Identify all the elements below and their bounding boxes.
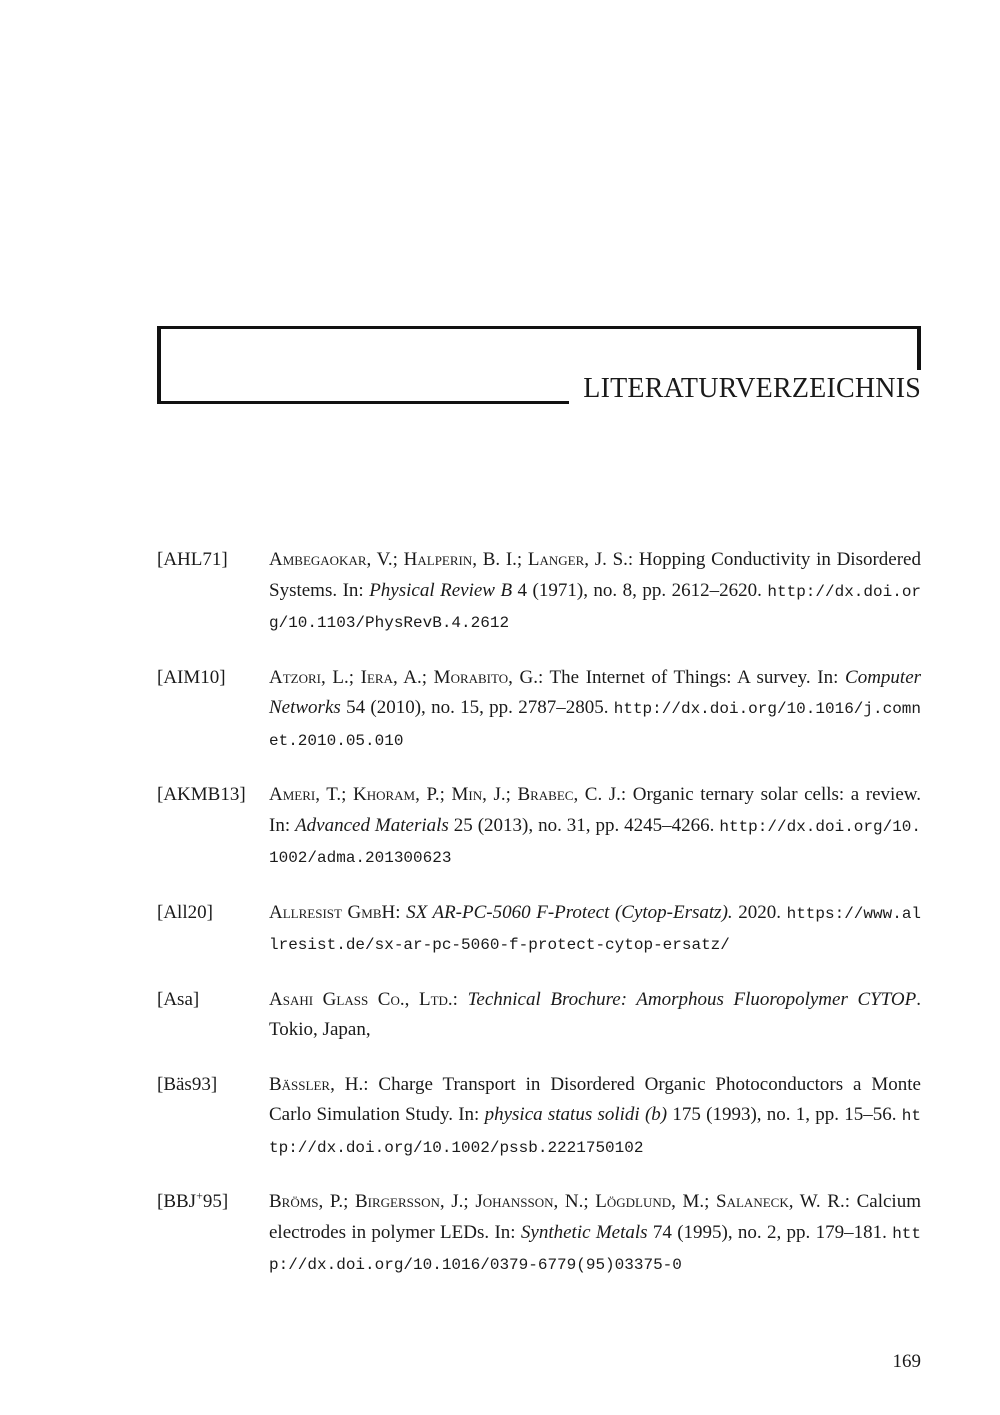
bib-entry-asa bbox=[157, 985, 921, 1046]
bib-text: 74 (1995), no. 2, pp. 179–181. bbox=[647, 1221, 893, 1243]
bib-text: Charge Transport in Disordered Organic Photoconductors a Monte Carlo Simulation Study. In: bbox=[269, 1073, 921, 1125]
frame-left-rule bbox=[157, 326, 161, 404]
bib-entry-akmb13 bbox=[157, 780, 921, 874]
bib-text: . Tokio, Japan, bbox=[269, 988, 922, 1040]
bib-text bbox=[458, 989, 468, 1010]
page-number: 169 bbox=[892, 1351, 921, 1372]
bib-key: [AIM10] bbox=[157, 666, 226, 688]
bib-authors: Allresist GmbH: bbox=[269, 901, 401, 923]
bib-url-link[interactable]: http://dx.doi.org/10.1002/adma.201300623 bbox=[269, 817, 922, 867]
bib-body bbox=[269, 780, 921, 874]
bib-journal: Physical Review B bbox=[369, 579, 513, 601]
bib-url-link[interactable]: http://dx.doi.org/10.1016/j.comnet.2010.05.010 bbox=[269, 700, 921, 750]
bib-text: 2020. bbox=[732, 901, 787, 923]
bib-journal: physica status solidi (b) bbox=[484, 1104, 668, 1125]
bib-authors: Asahi Glass Co., Ltd.: bbox=[269, 988, 458, 1010]
bibliography-list bbox=[157, 545, 921, 1305]
bib-key bbox=[157, 1187, 228, 1218]
bib-key: [AHL71] bbox=[157, 549, 228, 570]
bib-entry-aim10 bbox=[157, 663, 921, 757]
bib-url-link[interactable]: http://dx.doi.org/10.1103/PhysRevB.4.2612 bbox=[269, 582, 922, 632]
bib-body bbox=[269, 663, 921, 757]
bib-body bbox=[269, 545, 921, 639]
bib-authors: Bröms, P.; Birgersson, J.; Johansson, N.; Lögdlund, M.; Salaneck, W. R.: bbox=[269, 1191, 850, 1212]
bib-body bbox=[269, 898, 921, 961]
bib-authors: Atzori, L.; Iera, A.; Morabito, G.: bbox=[269, 666, 544, 688]
frame-right-rule bbox=[917, 326, 921, 370]
bib-authors: Ambegaokar, V.; Halperin, B. I.; Langer, J. S.: bbox=[269, 549, 634, 570]
bib-body bbox=[269, 1070, 921, 1164]
bib-key-main: [BBJ bbox=[157, 1191, 197, 1212]
bib-entry-bbj95 bbox=[157, 1187, 921, 1281]
bib-key: [AKMB13] bbox=[157, 784, 246, 805]
bib-journal: Synthetic Metals bbox=[520, 1221, 648, 1243]
bib-text: 25 (2013), no. 31, pp. 4245–4266. bbox=[448, 814, 720, 836]
bib-title: Technical Brochure: Amorphous Fluoropolymer CYTOP bbox=[467, 988, 917, 1010]
bib-key-end: 95] bbox=[202, 1191, 229, 1212]
bib-text: The Internet of Things: A survey. In: bbox=[543, 666, 846, 688]
bib-title: SX AR-PC-5060 F-Protect (Cytop-Ersatz). bbox=[406, 901, 733, 923]
bib-key: [Bäs93] bbox=[157, 1073, 218, 1095]
bib-text: 4 (1971), no. 8, pp. 2612–2620. bbox=[512, 579, 768, 601]
bib-authors: Ameri, T.; Khoram, P.; Min, J.; Brabec, C. J.: bbox=[269, 784, 627, 805]
bib-entry-bas93 bbox=[157, 1070, 921, 1164]
bib-journal: Computer Networks bbox=[269, 666, 922, 718]
bib-journal: Advanced Materials bbox=[295, 814, 449, 836]
bib-key: [Asa] bbox=[157, 988, 200, 1010]
bib-body bbox=[269, 985, 921, 1046]
bib-text: 175 (1993), no. 1, pp. 15–56. bbox=[667, 1104, 902, 1125]
bib-url-link[interactable]: https://www.allresist.de/sx-ar-pc-5060-f-protect-cytop-ersatz/ bbox=[269, 904, 922, 954]
bib-body bbox=[269, 1187, 921, 1281]
bib-text: Calcium electrodes in polymer LEDs. In: bbox=[269, 1191, 921, 1243]
bib-key-sup: + bbox=[196, 1188, 203, 1203]
frame-bottom-rule bbox=[157, 401, 569, 404]
frame-top-rule bbox=[157, 326, 921, 329]
chapter-title: LITERATURVERZEICHNIS bbox=[583, 373, 921, 404]
bib-entry-all20 bbox=[157, 898, 921, 961]
bib-key: [All20] bbox=[157, 901, 213, 923]
bib-url-link[interactable]: http://dx.doi.org/10.1002/pssb.2221750102 bbox=[269, 1107, 921, 1157]
bib-entry-ahl71 bbox=[157, 545, 921, 639]
bib-text: Hopping Conductivity in Disordered Systems. In: bbox=[269, 549, 921, 601]
bib-text: 54 (2010), no. 15, pp. 2787–2805. bbox=[340, 697, 614, 718]
bib-text: Organic ternary solar cells: a review. In: bbox=[269, 784, 921, 836]
bib-url-link[interactable]: http://dx.doi.org/10.1016/0379-6779(95)03375-0 bbox=[269, 1224, 922, 1274]
bib-authors: Bässler, H.: bbox=[269, 1073, 369, 1095]
chapter-heading-frame bbox=[157, 326, 921, 404]
